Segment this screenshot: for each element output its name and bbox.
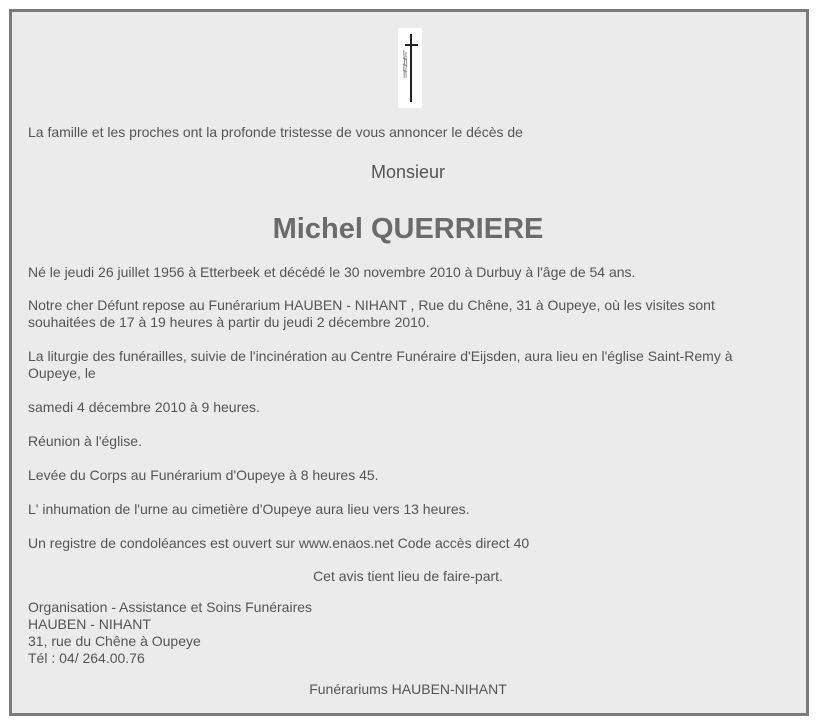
meeting-text: Réunion à l'église.: [28, 433, 142, 449]
deceased-name: Michel QUERRIERE: [272, 213, 544, 245]
registry-text: Un registre de condoléances est ouvert sur www.enaos.net Code accès direct 40: [28, 535, 530, 551]
liturgy-text-line-1: La liturgie des funérailles, suivie de l'incinération au Centre Funéraire d'Eijsden, aura lieu en l'église Saint-Remy à: [28, 348, 733, 364]
birth-death-text: Né le jeudi 26 juillet 1956 à Etterbeek et décédé le 30 novembre 2010 à Durbuy à l'âge de 54 ans.: [28, 264, 636, 280]
civility: Monsieur: [370, 162, 446, 182]
obituary-card: [9, 9, 809, 716]
organisation-line-2: HAUBEN - NIHANT: [28, 616, 151, 632]
rest-text-line-2: souhaitées de 17 à 19 heures à partir du jeudi 2 décembre 2010.: [28, 314, 430, 330]
ceremony-date: samedi 4 décembre 2010 à 9 heures.: [28, 399, 260, 415]
liturgy-text-line-2: Oupeye, le: [28, 365, 96, 381]
levee-text: Levée du Corps au Funérarium d'Oupeye à 8 heures 45.: [28, 467, 379, 483]
intro-text: La famille et les proches ont la profonde tristesse de vous annoncer le décès de: [28, 124, 523, 140]
cross-icon: [398, 28, 422, 108]
organisation-line-1: Organisation - Assistance et Soins Funéraires: [28, 599, 313, 615]
notice-text: Cet avis tient lieu de faire-part.: [313, 568, 503, 584]
organisation-phone: Tél : 04/ 264.00.76: [28, 650, 145, 666]
footer-text: Funérariums HAUBEN-NIHANT: [309, 681, 507, 697]
rest-text-line-1: Notre cher Défunt repose au Funérarium HAUBEN - NIHANT , Rue du Chêne, 31 à Oupeye, où les visites sont: [28, 297, 715, 313]
organisation-address: 31, rue du Chêne à Oupeye: [28, 633, 201, 649]
burial-text: L' inhumation de l'urne au cimetière d'Oupeye aura lieu vers 13 heures.: [28, 501, 470, 517]
cross-emblem: [398, 28, 422, 108]
